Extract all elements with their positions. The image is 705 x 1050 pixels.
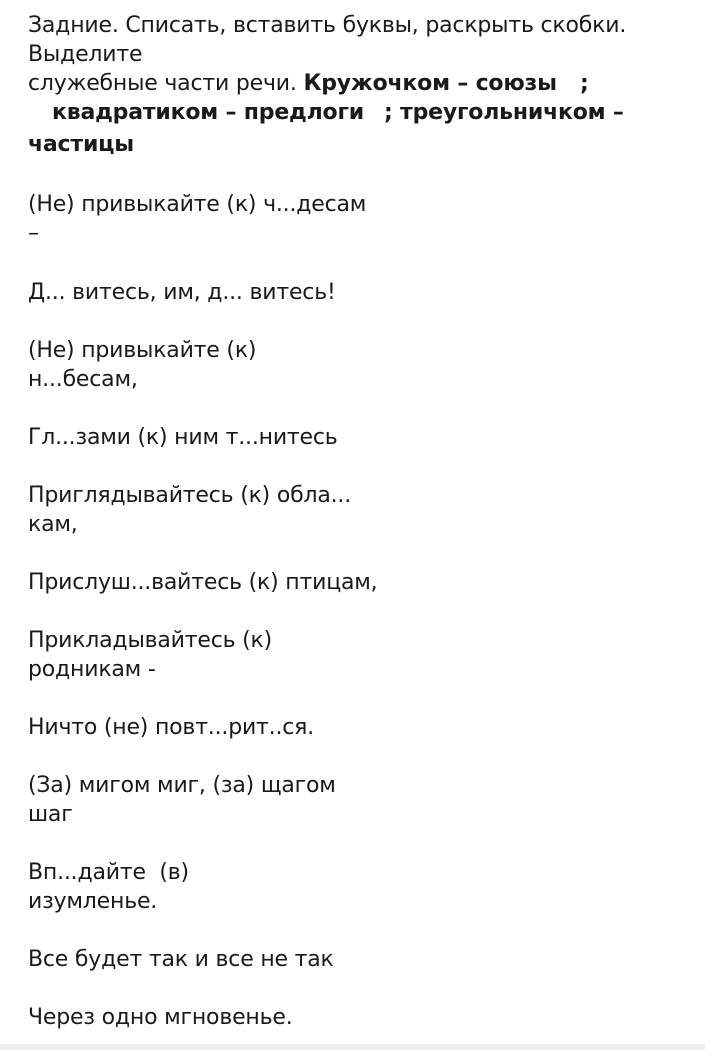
poem-line: Вп...дайте (в) — [28, 860, 189, 885]
poem-line: шаг — [28, 802, 73, 827]
task-line-3-plain: служебные части речи. — [28, 71, 304, 96]
poem-line: н...бесам, — [28, 367, 138, 392]
poem-line: (Не) привыкайте (к) — [28, 338, 257, 363]
poem-line: (За) мигом миг, (за) щагом — [28, 773, 336, 798]
task-line-3 — [28, 69, 557, 98]
poem-line: Все будет так и все не так — [28, 947, 334, 972]
task-line-1: Задние. Списать, вставить буквы, раскрыть скобки. — [28, 13, 627, 38]
task-line-5: частицы — [28, 132, 134, 157]
poem-line: Через одно мгновенье. — [28, 1005, 293, 1030]
semicolon-mark: ; — [580, 71, 589, 96]
conjunctions-marker-text: Кружочком – союзы — [303, 71, 557, 96]
task-line-2: Выделите — [28, 42, 143, 67]
poem-line: кам, — [28, 512, 78, 537]
particles-marker-text: ; треугольничком – — [384, 100, 624, 125]
poem-line: Прикладывайтесь (к) — [28, 628, 273, 653]
poem-line: – — [28, 221, 39, 246]
prepositions-marker-text: квадратиком – предлоги — [52, 100, 364, 125]
poem-line: (Не) привыкайте (к) ч...десам — [28, 192, 367, 217]
poem-line: Прислуш...вайтесь (к) птицам, — [28, 570, 378, 595]
poem-line: Гл...зами (к) ним т...нитесь — [28, 425, 338, 450]
poem-line: родникам - — [28, 657, 156, 682]
poem-line: изумленье. — [28, 889, 158, 914]
poem-line: Приглядывайтесь (к) обла... — [28, 483, 351, 508]
poem-line: Ничто (не) повт...рит..ся. — [28, 715, 314, 740]
poem-line: Д... витесь, им, д... витесь! — [28, 280, 336, 305]
bottom-edge — [0, 1044, 705, 1050]
